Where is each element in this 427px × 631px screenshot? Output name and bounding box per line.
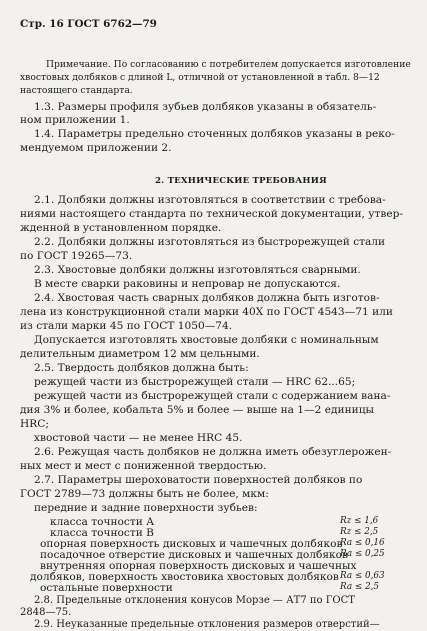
body-line-9: лена из конструкционной стали марки 40Х по ГОСТ 4543—71 или bbox=[20, 306, 393, 318]
note-line-1: Примечание. По согласованию с потребителем допускается изготовление bbox=[46, 59, 411, 70]
body-line-18: хвостовой части — не менее HRC 45. bbox=[34, 432, 243, 444]
para-1-4-line-2: мендуемом приложении 2. bbox=[20, 142, 172, 154]
para-1-3-line-2: ном приложении 1. bbox=[20, 114, 130, 126]
roughness-label-5: внутренняя опорная поверхность дисковых и чашечных bbox=[40, 560, 357, 572]
section-title: 2. ТЕХНИЧЕСКИЕ ТРЕБОВАНИЯ bbox=[155, 176, 327, 186]
body-line-21: 2.7. Параметры шероховатости поверхностей долбяков по bbox=[34, 474, 363, 486]
body-line-12: делительным диаметром 12 мм цельными. bbox=[20, 348, 260, 360]
para-2-9-line-1: 2.9. Неуказанные предельные отклонения размеров отверстий— bbox=[34, 619, 380, 630]
para-2-8-line-1: 2.8. Предельные отклонения конусов Морзе — АТ7 по ГОСТ bbox=[34, 595, 355, 606]
body-line-23: передние и задние поверхности зубьев: bbox=[34, 502, 258, 514]
body-line-4: 2.2. Долбяки должны изготовляться из быстрорежущей стали bbox=[34, 236, 386, 248]
body-line-13: 2.5. Твердость долбяков должна быть: bbox=[34, 362, 249, 374]
body-line-2: ниями настоящего стандарта по технической документации, утвер- bbox=[20, 208, 403, 220]
body-line-11: Допускается изготовлять хвостовые долбяки с номинальным bbox=[34, 334, 379, 346]
roughness-value-2: Rz ≤ 2,5 bbox=[340, 527, 379, 537]
body-line-7: В месте сварки раковины и непровар не допускаются. bbox=[34, 278, 341, 290]
body-line-1: 2.1. Долбяки должны изготовляться в соответствии с требова- bbox=[34, 194, 386, 206]
note-line-2: хвостовых долбяков с длиной L, отличной от установленной в табл. 8—12 bbox=[20, 72, 380, 83]
roughness-label-6: долбяков, поверхность хвостовика хвостовых долбяков bbox=[30, 571, 339, 583]
body-line-16: дия 3% и более, кобальта 5% и более — выше на 1—2 единицы bbox=[20, 404, 374, 416]
roughness-label-7: остальные поверхности bbox=[40, 582, 173, 594]
body-line-8: 2.4. Хвостовая часть сварных долбяков должна быть изготов- bbox=[34, 292, 380, 304]
body-line-22: ГОСТ 2789—73 должны быть не более, мкм: bbox=[20, 488, 269, 500]
body-line-10: из стали марки 45 по ГОСТ 1050—74. bbox=[20, 320, 233, 332]
roughness-label-3: опорная поверхность дисковых и чашечных долбяков bbox=[40, 538, 343, 550]
body-line-20: ных мест и мест с пониженной твердостью. bbox=[20, 460, 267, 472]
roughness-value-3: Ra ≤ 0,16 bbox=[340, 538, 385, 548]
body-line-5: по ГОСТ 19265—73. bbox=[20, 250, 133, 262]
roughness-label-4: посадочное отверстие дисковых и чашечных долбяков bbox=[40, 549, 349, 561]
body-line-17: HRC; bbox=[20, 418, 49, 430]
para-2-8-line-2: 2848—75. bbox=[20, 607, 72, 618]
roughness-label-1: класса точности А bbox=[50, 516, 155, 528]
para-1-4-line-1: 1.4. Параметры предельно сточенных долбяков указаны в реко- bbox=[34, 128, 395, 140]
roughness-value-7: Ra ≤ 2,5 bbox=[340, 582, 380, 592]
body-line-15: режущей части из быстрорежущей стали с содержанием вана- bbox=[34, 390, 391, 402]
body-line-6: 2.3. Хвостовые долбяки должны изготовляться сварными. bbox=[34, 264, 361, 276]
roughness-value-6: Ra ≤ 0,63 bbox=[340, 571, 385, 581]
page-header: Стр. 16 ГОСТ 6762—79 bbox=[20, 18, 157, 30]
note-line-3: настоящего стандарта. bbox=[20, 85, 133, 96]
roughness-value-4: Ra ≤ 0,25 bbox=[340, 549, 385, 559]
roughness-value-1: Rz ≤ 1,6 bbox=[340, 516, 379, 526]
roughness-label-2: класса точности В bbox=[50, 527, 154, 539]
body-line-19: 2.6. Режущая часть долбяков не должна иметь обезуглерожен- bbox=[34, 446, 392, 458]
body-line-14: режущей части из быстрорежущей стали — HRC 62...65; bbox=[34, 376, 356, 388]
body-line-3: жденной в установленном порядке. bbox=[20, 222, 222, 234]
para-1-3-line-1: 1.3. Размеры профиля зубьев долбяков указаны в обязатель- bbox=[34, 101, 377, 113]
